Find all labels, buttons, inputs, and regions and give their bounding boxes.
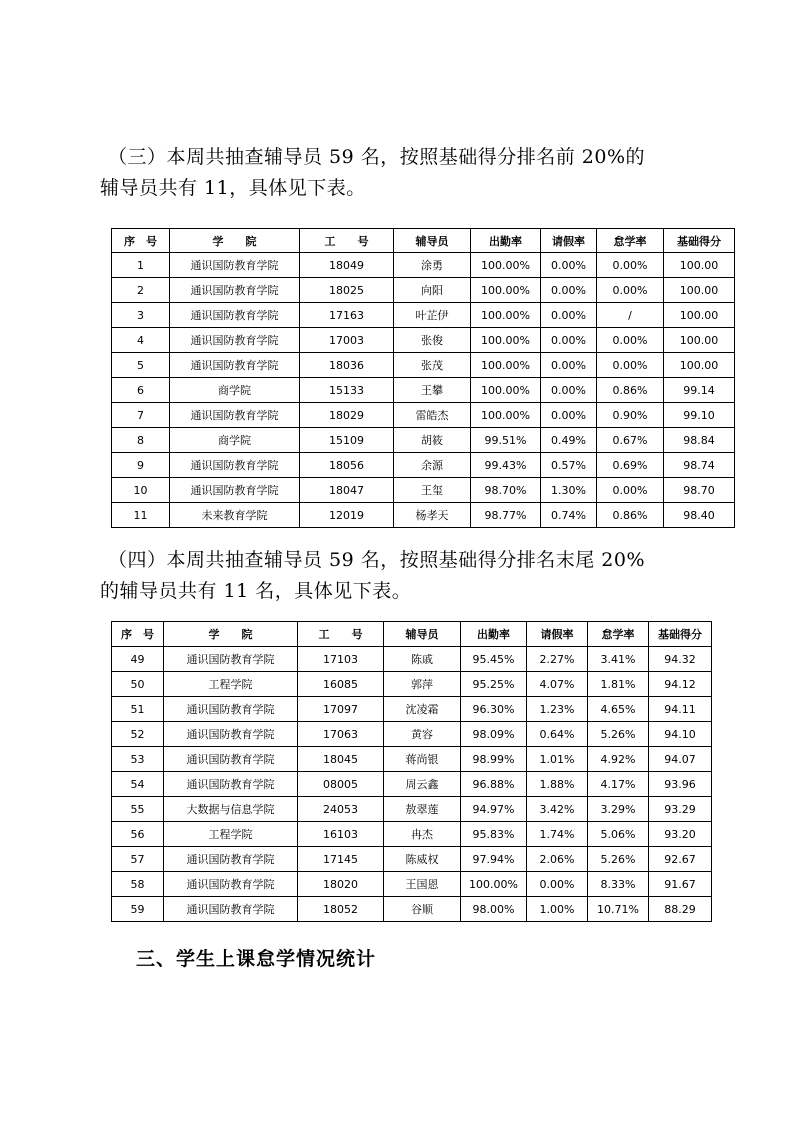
bottom-table-row: [112, 697, 712, 722]
top-table-cell: 99.14: [664, 378, 735, 403]
bottom-table-cell: 53: [112, 747, 164, 772]
bottom-table-cell: 5.26%: [588, 847, 649, 872]
bottom-table-cell: 93.20: [649, 822, 712, 847]
bottom-table-cell: 95.45%: [461, 647, 527, 672]
top-table-cell: 王玺: [394, 478, 471, 503]
bottom-table-cell: 10.71%: [588, 897, 649, 922]
section4-line1: （四）本周共抽查辅导员 59 名，按照基础得分排名末尾 20%: [108, 549, 646, 571]
bottom-table-cell: 1.74%: [527, 822, 588, 847]
bottom-table-cell: 通识国防教育学院: [164, 647, 298, 672]
top-table-cell: 98.70%: [471, 478, 541, 503]
bottom-header-cell: 出勤率: [461, 622, 527, 647]
top-header-cell: 出勤率: [471, 229, 541, 253]
top-table-row: [112, 403, 735, 428]
bottom-table-cell: 16085: [298, 672, 384, 697]
bottom-table-cell: 17097: [298, 697, 384, 722]
top-table-cell: 18029: [300, 403, 394, 428]
top-table-cell: 1: [112, 253, 170, 278]
top-table-cell: 杨孝天: [394, 503, 471, 528]
top-table-body: [112, 253, 735, 528]
top-table-cell: 商学院: [170, 378, 300, 403]
bottom-table-cell: 2.27%: [527, 647, 588, 672]
top-table-cell: 1.30%: [541, 478, 597, 503]
bottom-table-cell: 18045: [298, 747, 384, 772]
bottom-table-cell: 1.01%: [527, 747, 588, 772]
bottom-table-row: [112, 772, 712, 797]
bottom-table-cell: 96.30%: [461, 697, 527, 722]
bottom-table-cell: 17103: [298, 647, 384, 672]
bottom-table-cell: 98.00%: [461, 897, 527, 922]
section3-line1: （三）本周共抽查辅导员 59 名，按照基础得分排名前 20%的: [108, 146, 646, 168]
bottom-table-cell: 1.00%: [527, 897, 588, 922]
section3-paragraph: [100, 142, 700, 204]
bottom-table-cell: 18052: [298, 897, 384, 922]
top-header-cell: 工 号: [300, 229, 394, 253]
bottom-table-cell: 通识国防教育学院: [164, 697, 298, 722]
bottom-table-cell: 4.92%: [588, 747, 649, 772]
bottom-table-cell: 周云鑫: [384, 772, 461, 797]
bottom-header-cell: 序 号: [112, 622, 164, 647]
top-table-cell: 王攀: [394, 378, 471, 403]
bottom-table-cell: 1.81%: [588, 672, 649, 697]
top-table-cell: 通识国防教育学院: [170, 253, 300, 278]
bottom-table-cell: 52: [112, 722, 164, 747]
top-table-cell: 0.86%: [597, 378, 664, 403]
top-table-cell: 100.00: [664, 303, 735, 328]
bottom-table-cell: 17145: [298, 847, 384, 872]
top-table-row: [112, 253, 735, 278]
top-table-cell: 通识国防教育学院: [170, 453, 300, 478]
bottom-scores-table: [111, 621, 712, 922]
bottom-header-cell: 请假率: [527, 622, 588, 647]
top-table-cell: 张茂: [394, 353, 471, 378]
bottom-table-cell: 通识国防教育学院: [164, 747, 298, 772]
bottom-table-cell: 王国恩: [384, 872, 461, 897]
top-table-cell: 10: [112, 478, 170, 503]
top-table-row: [112, 328, 735, 353]
top-table-cell: 0.00%: [597, 253, 664, 278]
top-table-cell: 100.00: [664, 353, 735, 378]
top-table-row: [112, 353, 735, 378]
top-table-cell: 100.00%: [471, 253, 541, 278]
top-table-header-row: [112, 229, 735, 253]
top-table-cell: 通识国防教育学院: [170, 278, 300, 303]
top-table-row: [112, 303, 735, 328]
bottom-table-cell: 3.29%: [588, 797, 649, 822]
bottom-table-body: [112, 647, 712, 922]
bottom-table-cell: 94.97%: [461, 797, 527, 822]
bottom-table-cell: 通识国防教育学院: [164, 872, 298, 897]
bottom-table-row: [112, 797, 712, 822]
top-header-cell: 辅导员: [394, 229, 471, 253]
top-table-cell: 0.00%: [541, 303, 597, 328]
bottom-table-cell: 蒋尚银: [384, 747, 461, 772]
top-table-cell: 6: [112, 378, 170, 403]
bottom-table-cell: 58: [112, 872, 164, 897]
top-table-cell: 11: [112, 503, 170, 528]
top-table-cell: 余源: [394, 453, 471, 478]
top-table-cell: 未来教育学院: [170, 503, 300, 528]
top-table-cell: 0.00%: [597, 328, 664, 353]
bottom-table-cell: 94.07: [649, 747, 712, 772]
bottom-table-row: [112, 847, 712, 872]
top-table-cell: 0.00%: [541, 253, 597, 278]
top-table-row: [112, 428, 735, 453]
bottom-table-cell: 94.10: [649, 722, 712, 747]
bottom-table-cell: 56: [112, 822, 164, 847]
bottom-table-cell: 97.94%: [461, 847, 527, 872]
bottom-table-cell: 5.06%: [588, 822, 649, 847]
top-table-cell: 叶芷伊: [394, 303, 471, 328]
top-table-cell: 通识国防教育学院: [170, 303, 300, 328]
bottom-table-cell: 92.67: [649, 847, 712, 872]
top-table-cell: 通识国防教育学院: [170, 478, 300, 503]
top-table-cell: 100.00: [664, 253, 735, 278]
bottom-table-cell: 通识国防教育学院: [164, 847, 298, 872]
top-header-cell: 基础得分: [664, 229, 735, 253]
bottom-table-cell: 50: [112, 672, 164, 697]
bottom-table-cell: 冉杰: [384, 822, 461, 847]
bottom-table-cell: 4.07%: [527, 672, 588, 697]
top-table-cell: 0.00%: [541, 378, 597, 403]
top-table-cell: 0.00%: [541, 403, 597, 428]
bottom-table-cell: 93.96: [649, 772, 712, 797]
bottom-table-cell: 16103: [298, 822, 384, 847]
bottom-table-cell: 55: [112, 797, 164, 822]
top-table-cell: 0.49%: [541, 428, 597, 453]
top-table-cell: 12019: [300, 503, 394, 528]
bottom-table-cell: 1.88%: [527, 772, 588, 797]
top-table-row: [112, 278, 735, 303]
bottom-table-cell: 沈凌霜: [384, 697, 461, 722]
top-table-row: [112, 478, 735, 503]
bottom-table-row: [112, 747, 712, 772]
bottom-table-cell: 5.26%: [588, 722, 649, 747]
top-table-cell: 商学院: [170, 428, 300, 453]
top-table-cell: 胡筱: [394, 428, 471, 453]
top-table-cell: 向阳: [394, 278, 471, 303]
top-table-cell: 100.00%: [471, 353, 541, 378]
top-table-cell: 0.00%: [597, 478, 664, 503]
top-table-cell: 100.00: [664, 278, 735, 303]
bottom-table-cell: 94.12: [649, 672, 712, 697]
top-table-cell: 100.00%: [471, 378, 541, 403]
section4-line2: 的辅导员共有 11 名，具体见下表。: [100, 580, 412, 602]
bottom-header-cell: 学 院: [164, 622, 298, 647]
bottom-table-cell: 工程学院: [164, 822, 298, 847]
bottom-table-cell: 4.65%: [588, 697, 649, 722]
top-table-cell: 100.00%: [471, 328, 541, 353]
top-table-cell: 18025: [300, 278, 394, 303]
top-table-cell: 0.57%: [541, 453, 597, 478]
top-table-cell: 0.00%: [597, 353, 664, 378]
top-table-cell: 0.86%: [597, 503, 664, 528]
top-table-cell: 15109: [300, 428, 394, 453]
bottom-table-cell: 08005: [298, 772, 384, 797]
top-table-cell: /: [597, 303, 664, 328]
bottom-table-cell: 51: [112, 697, 164, 722]
bottom-table-cell: 88.29: [649, 897, 712, 922]
bottom-table-cell: 98.09%: [461, 722, 527, 747]
bottom-table-cell: 59: [112, 897, 164, 922]
bottom-table-row: [112, 647, 712, 672]
top-table-cell: 15133: [300, 378, 394, 403]
top-table-cell: 100.00%: [471, 278, 541, 303]
bottom-table-cell: 3.42%: [527, 797, 588, 822]
top-header-cell: 怠学率: [597, 229, 664, 253]
top-table-cell: 18047: [300, 478, 394, 503]
top-table-cell: 100.00: [664, 328, 735, 353]
top-scores-table: [111, 228, 735, 528]
bottom-table-cell: 通识国防教育学院: [164, 772, 298, 797]
bottom-table-row: [112, 872, 712, 897]
bottom-table-row: [112, 822, 712, 847]
bottom-table-cell: 100.00%: [461, 872, 527, 897]
top-table-cell: 18056: [300, 453, 394, 478]
bottom-header-cell: 工 号: [298, 622, 384, 647]
bottom-table-cell: 郭萍: [384, 672, 461, 697]
top-table-cell: 98.74: [664, 453, 735, 478]
top-table-cell: 99.43%: [471, 453, 541, 478]
top-table-cell: 张俊: [394, 328, 471, 353]
top-table-cell: 0.00%: [541, 328, 597, 353]
top-table-cell: 雷皓杰: [394, 403, 471, 428]
bottom-table-cell: 95.83%: [461, 822, 527, 847]
bottom-table-cell: 94.32: [649, 647, 712, 672]
top-table-row: [112, 503, 735, 528]
top-table-cell: 0.74%: [541, 503, 597, 528]
top-table-cell: 18049: [300, 253, 394, 278]
top-table-cell: 100.00%: [471, 303, 541, 328]
bottom-table-cell: 54: [112, 772, 164, 797]
top-table-cell: 0.00%: [541, 278, 597, 303]
top-table-cell: 99.51%: [471, 428, 541, 453]
top-table-cell: 4: [112, 328, 170, 353]
bottom-table-cell: 4.17%: [588, 772, 649, 797]
bottom-table-row: [112, 722, 712, 747]
top-table-cell: 5: [112, 353, 170, 378]
top-table-cell: 0.90%: [597, 403, 664, 428]
top-table-cell: 通识国防教育学院: [170, 328, 300, 353]
top-table-row: [112, 453, 735, 478]
bottom-table-cell: 96.88%: [461, 772, 527, 797]
bottom-table-cell: 94.11: [649, 697, 712, 722]
top-table-cell: 0.00%: [541, 353, 597, 378]
top-table-cell: 涂勇: [394, 253, 471, 278]
bottom-table-cell: 0.00%: [527, 872, 588, 897]
bottom-table-cell: 大数据与信息学院: [164, 797, 298, 822]
top-table-cell: 通识国防教育学院: [170, 403, 300, 428]
top-table-cell: 通识国防教育学院: [170, 353, 300, 378]
bottom-table-cell: 敖翠莲: [384, 797, 461, 822]
top-table-cell: 0.67%: [597, 428, 664, 453]
bottom-table-cell: 18020: [298, 872, 384, 897]
top-table-cell: 99.10: [664, 403, 735, 428]
top-header-cell: 请假率: [541, 229, 597, 253]
bottom-header-cell: 辅导员: [384, 622, 461, 647]
top-table-cell: 98.70: [664, 478, 735, 503]
bottom-table-cell: 91.67: [649, 872, 712, 897]
bottom-table-cell: 工程学院: [164, 672, 298, 697]
bottom-table-cell: 8.33%: [588, 872, 649, 897]
bottom-table-cell: 黄容: [384, 722, 461, 747]
top-table-cell: 0.69%: [597, 453, 664, 478]
bottom-header-cell: 基础得分: [649, 622, 712, 647]
top-table-cell: 98.77%: [471, 503, 541, 528]
bottom-table-cell: 95.25%: [461, 672, 527, 697]
top-header-cell: 序 号: [112, 229, 170, 253]
bottom-table-cell: 陈戚: [384, 647, 461, 672]
top-table-cell: 9: [112, 453, 170, 478]
bottom-table-header-row: [112, 622, 712, 647]
top-table-cell: 98.84: [664, 428, 735, 453]
section-heading-3: 三、学生上课怠学情况统计: [136, 948, 377, 970]
section4-paragraph: [100, 545, 700, 607]
top-table-cell: 100.00%: [471, 403, 541, 428]
bottom-table-cell: 通识国防教育学院: [164, 722, 298, 747]
bottom-table-cell: 2.06%: [527, 847, 588, 872]
bottom-table-cell: 谷顺: [384, 897, 461, 922]
bottom-header-cell: 怠学率: [588, 622, 649, 647]
bottom-table-cell: 98.99%: [461, 747, 527, 772]
bottom-table-cell: 57: [112, 847, 164, 872]
top-table-cell: 2: [112, 278, 170, 303]
bottom-table-cell: 1.23%: [527, 697, 588, 722]
top-table-cell: 8: [112, 428, 170, 453]
top-header-cell: 学 院: [170, 229, 300, 253]
top-table-cell: 7: [112, 403, 170, 428]
top-table-row: [112, 378, 735, 403]
bottom-table-cell: 24053: [298, 797, 384, 822]
bottom-table-cell: 3.41%: [588, 647, 649, 672]
bottom-table-cell: 0.64%: [527, 722, 588, 747]
bottom-table-cell: 49: [112, 647, 164, 672]
top-table-cell: 17163: [300, 303, 394, 328]
top-table-cell: 98.40: [664, 503, 735, 528]
bottom-table-row: [112, 672, 712, 697]
bottom-table-cell: 陈威权: [384, 847, 461, 872]
section3-line2: 辅导员共有 11，具体见下表。: [100, 177, 366, 199]
bottom-table-cell: 93.29: [649, 797, 712, 822]
bottom-table-row: [112, 897, 712, 922]
top-table-cell: 3: [112, 303, 170, 328]
bottom-table-cell: 通识国防教育学院: [164, 897, 298, 922]
top-table-cell: 17003: [300, 328, 394, 353]
bottom-table-cell: 17063: [298, 722, 384, 747]
top-table-cell: 18036: [300, 353, 394, 378]
top-table-cell: 0.00%: [597, 278, 664, 303]
